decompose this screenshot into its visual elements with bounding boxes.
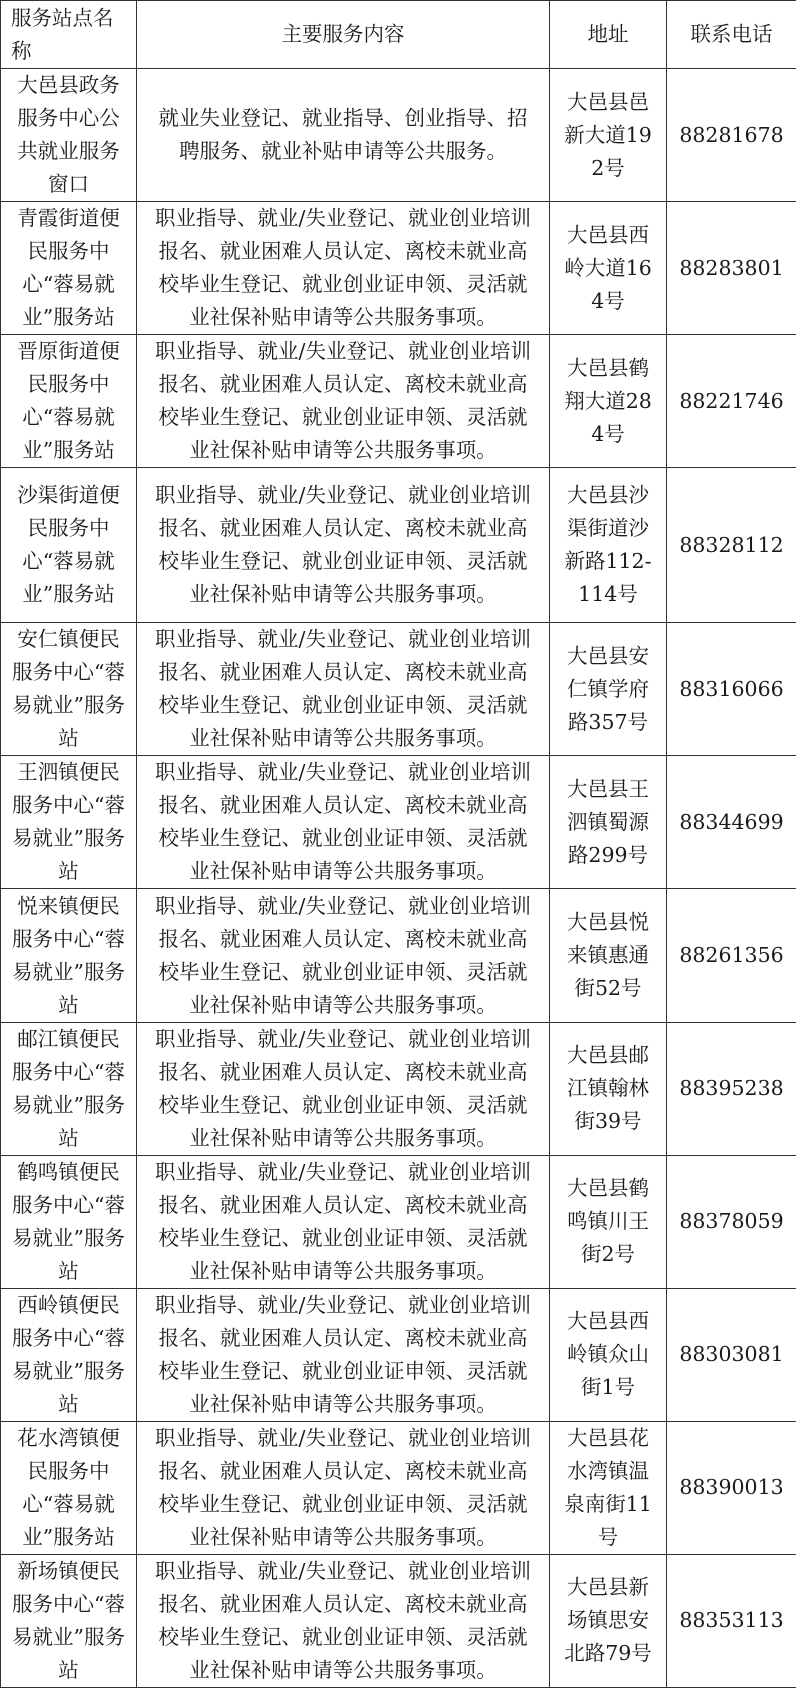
table-row (1, 1421, 796, 1554)
phone-cell: 88316066 (667, 623, 796, 756)
table-row (1, 1155, 796, 1288)
phone-cell: 88303081 (667, 1288, 796, 1421)
phone-cell: 88261356 (667, 889, 796, 1022)
header-phone: 联系电话 (667, 1, 796, 69)
table-row (1, 623, 796, 756)
station-name-cell: 王泗镇便民服务中心“蓉易就业”服务站 (1, 756, 137, 889)
address-cell: 大邑县邮江镇翰林街39号 (550, 1022, 667, 1155)
phone-cell: 88328112 (667, 468, 796, 623)
station-name-cell: 西岭镇便民服务中心“蓉易就业”服务站 (1, 1288, 137, 1421)
station-name-cell: 悦来镇便民服务中心“蓉易就业”服务站 (1, 889, 137, 1022)
address-cell: 大邑县西岭镇众山街1号 (550, 1288, 667, 1421)
address-cell: 大邑县王泗镇蜀源路299号 (550, 756, 667, 889)
header-name: 服务站点名称 (1, 1, 137, 69)
phone-cell: 88378059 (667, 1155, 796, 1288)
table-row (1, 69, 796, 202)
header-content: 主要服务内容 (137, 1, 550, 69)
table-row (1, 1022, 796, 1155)
address-cell: 大邑县邑新大道192号 (550, 69, 667, 202)
station-name-cell: 鹤鸣镇便民服务中心“蓉易就业”服务站 (1, 1155, 137, 1288)
service-content-cell: 职业指导、就业/失业登记、就业创业培训报名、就业困难人员认定、离校未就业高校毕业生登记、就业创业证申领、灵活就业社保补贴申请等公共服务事项。 (137, 335, 550, 468)
address-cell: 大邑县安仁镇学府路357号 (550, 623, 667, 756)
phone-cell: 88353113 (667, 1554, 796, 1687)
address-cell: 大邑县花水湾镇温泉南街11号 (550, 1421, 667, 1554)
phone-cell: 88283801 (667, 202, 796, 335)
station-name-cell: 大邑县政务服务中心公共就业服务窗口 (1, 69, 137, 202)
service-content-cell: 职业指导、就业/失业登记、就业创业培训报名、就业困难人员认定、离校未就业高校毕业生登记、就业创业证申领、灵活就业社保补贴申请等公共服务事项。 (137, 756, 550, 889)
address-cell: 大邑县鹤翔大道284号 (550, 335, 667, 468)
station-name-cell: 新场镇便民服务中心“蓉易就业”服务站 (1, 1554, 137, 1687)
station-name-cell: 邮江镇便民服务中心“蓉易就业”服务站 (1, 1022, 137, 1155)
address-cell: 大邑县鹤鸣镇川王街2号 (550, 1155, 667, 1288)
service-content-cell: 职业指导、就业/失业登记、就业创业培训报名、就业困难人员认定、离校未就业高校毕业生登记、就业创业证申领、灵活就业社保补贴申请等公共服务事项。 (137, 623, 550, 756)
table-row (1, 1554, 796, 1687)
phone-cell: 88390013 (667, 1421, 796, 1554)
station-name-cell: 青霞街道便民服务中心“蓉易就业”服务站 (1, 202, 137, 335)
service-content-cell: 职业指导、就业/失业登记、就业创业培训报名、就业困难人员认定、离校未就业高校毕业生登记、就业创业证申领、灵活就业社保补贴申请等公共服务事项。 (137, 468, 550, 623)
table-row (1, 335, 796, 468)
station-name-cell: 沙渠街道便民服务中心“蓉易就业”服务站 (1, 468, 137, 623)
station-name-cell: 晋原街道便民服务中心“蓉易就业”服务站 (1, 335, 137, 468)
phone-cell: 88281678 (667, 69, 796, 202)
header-address: 地址 (550, 1, 667, 69)
table-row (1, 202, 796, 335)
table-row (1, 1288, 796, 1421)
table-row (1, 756, 796, 889)
address-cell: 大邑县新场镇思安北路79号 (550, 1554, 667, 1687)
service-content-cell: 职业指导、就业/失业登记、就业创业培训报名、就业困难人员认定、离校未就业高校毕业生登记、就业创业证申领、灵活就业社保补贴申请等公共服务事项。 (137, 1421, 550, 1554)
service-content-cell: 职业指导、就业/失业登记、就业创业培训报名、就业困难人员认定、离校未就业高校毕业生登记、就业创业证申领、灵活就业社保补贴申请等公共服务事项。 (137, 889, 550, 1022)
header-row (1, 1, 796, 69)
address-cell: 大邑县沙渠街道沙新路112-114号 (550, 468, 667, 623)
service-content-cell: 职业指导、就业/失业登记、就业创业培训报名、就业困难人员认定、离校未就业高校毕业生登记、就业创业证申领、灵活就业社保补贴申请等公共服务事项。 (137, 1554, 550, 1687)
table-row (1, 468, 796, 623)
service-content-cell: 就业失业登记、就业指导、创业指导、招聘服务、就业补贴申请等公共服务。 (137, 69, 550, 202)
service-content-cell: 职业指导、就业/失业登记、就业创业培训报名、就业困难人员认定、离校未就业高校毕业生登记、就业创业证申领、灵活就业社保补贴申请等公共服务事项。 (137, 202, 550, 335)
address-cell: 大邑县西岭大道164号 (550, 202, 667, 335)
station-name-cell: 花水湾镇便民服务中心“蓉易就业”服务站 (1, 1421, 137, 1554)
phone-cell: 88344699 (667, 756, 796, 889)
service-content-cell: 职业指导、就业/失业登记、就业创业培训报名、就业困难人员认定、离校未就业高校毕业生登记、就业创业证申领、灵活就业社保补贴申请等公共服务事项。 (137, 1022, 550, 1155)
table-body (1, 69, 796, 1688)
phone-cell: 88395238 (667, 1022, 796, 1155)
address-cell: 大邑县悦来镇惠通街52号 (550, 889, 667, 1022)
station-name-cell: 安仁镇便民服务中心“蓉易就业”服务站 (1, 623, 137, 756)
service-content-cell: 职业指导、就业/失业登记、就业创业培训报名、就业困难人员认定、离校未就业高校毕业生登记、就业创业证申领、灵活就业社保补贴申请等公共服务事项。 (137, 1288, 550, 1421)
table-row (1, 889, 796, 1022)
service-content-cell: 职业指导、就业/失业登记、就业创业培训报名、就业困难人员认定、离校未就业高校毕业生登记、就业创业证申领、灵活就业社保补贴申请等公共服务事项。 (137, 1155, 550, 1288)
phone-cell: 88221746 (667, 335, 796, 468)
